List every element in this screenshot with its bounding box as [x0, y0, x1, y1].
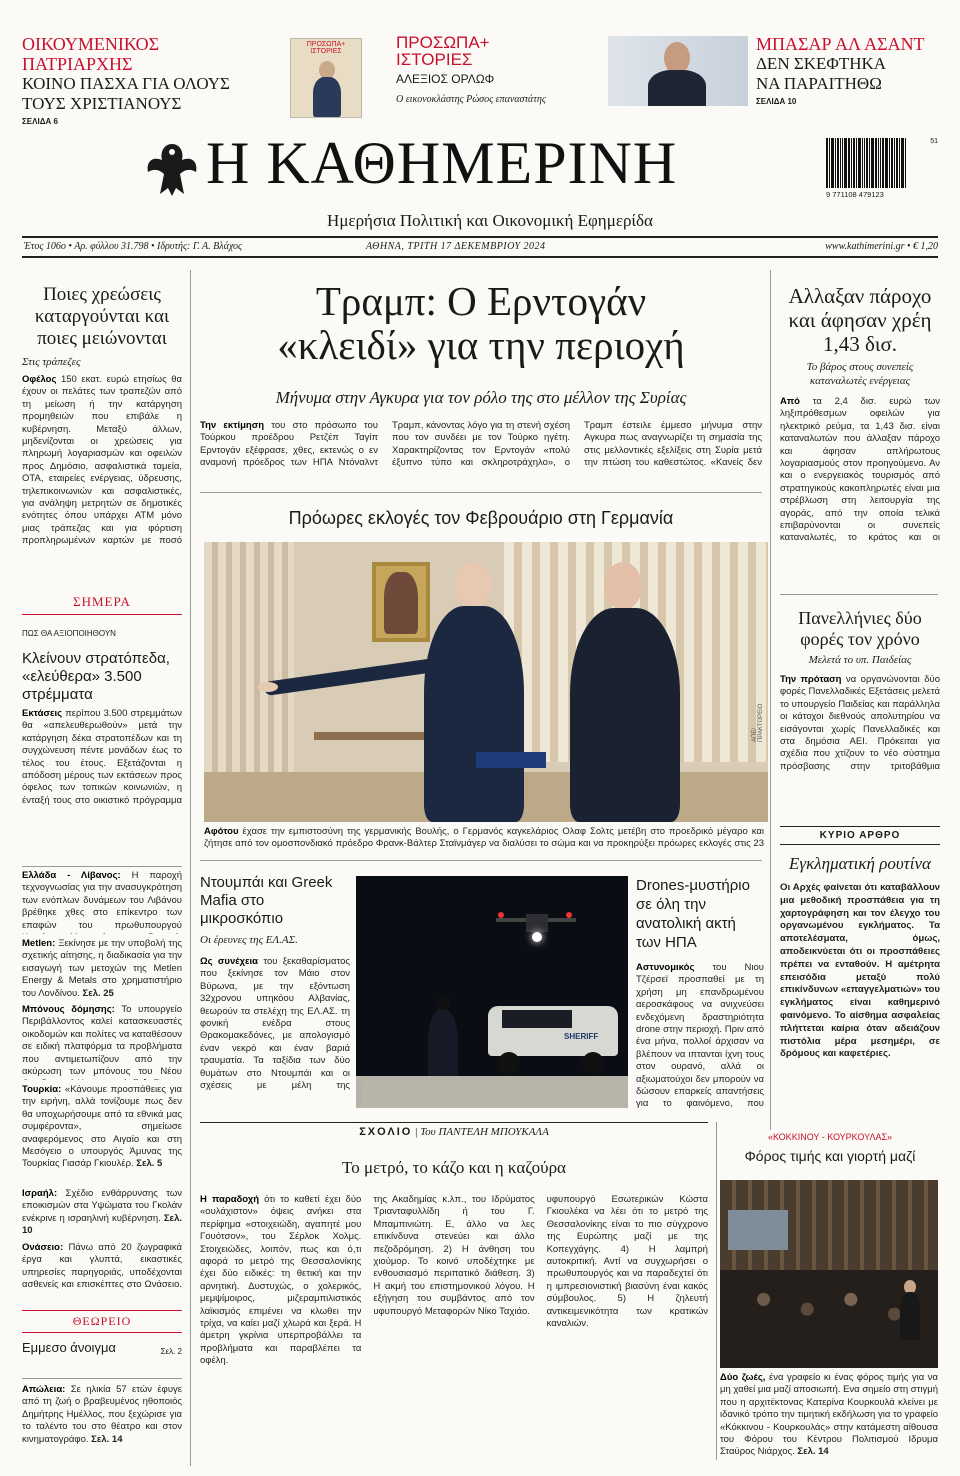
- teaser-center-thumb[interactable]: [290, 38, 362, 118]
- today-section: [22, 594, 182, 638]
- right-story-1-kicker: Το βάρος στους συνεπείς καταναλωτές ενέργειας: [806, 361, 914, 387]
- editorial-label: ΚΥΡΙΟ ΑΡΘΡΟ: [780, 826, 940, 845]
- left-story-2[interactable]: [22, 650, 182, 808]
- person-right-icon: [564, 562, 684, 822]
- right-story-2[interactable]: [780, 608, 940, 772]
- teaser-right-photo[interactable]: [608, 36, 748, 106]
- main-headline-line2: «κλειδί» για την περιοχή: [277, 322, 685, 368]
- portrait-figure-icon: [313, 61, 341, 117]
- teaser-left[interactable]: [22, 34, 262, 126]
- tribute-title: Φόρος τιμής και γιορτή μαζί: [744, 1148, 916, 1164]
- sheriff-label: SHERIFF: [564, 1032, 599, 1041]
- eagle-logo-icon: [142, 138, 202, 200]
- left-story-1-kicker: Στις τράπεζες: [22, 356, 81, 368]
- editorial-body: Οι Αρχές φαίνεται ότι καταβάλλουν μια μεθοδική προσπάθεια για τη χαρτογράφηση και τον έλεγχο του οργανωμένου εγκλήματος. Τα αποτελέσματα, όμως, αποδεικνύεται ότι οι προσπάθειες πρέπει να ενταθούν. Η αμέτρητα επεισόδια μεταξύ πολύ επικίνδυνων «επαγγελματιών» του εγκλήματος είναι καθημερινό φαινόμενο. Το αίσθημα ασφαλείας πλήττεται καίρια όταν αδειάζουν πιστόλια μέρα μεσημέρι, σε δρόμους και καφετέριες.: [780, 882, 940, 1060]
- editorial-title: Εγκληματική ρουτίνα: [789, 854, 931, 873]
- today-sub: ΠΩΣ ΘΑ ΑΞΙΟΠΟΙΗΘΟΥΝ: [22, 629, 116, 638]
- screen-icon: [728, 1210, 788, 1250]
- right-story-2-headline: Πανελλήνιες δύο φορές τον χρόνο: [798, 608, 922, 649]
- tribute-label: «ΚΟΚΚΙΝΟΥ - ΚΟΥΡΚΟΥΛΑΣ»: [767, 1132, 893, 1142]
- right-story-2-body: να οργανώνονται δύο φορές Πανελλαδικές Εξετάσεις μελετά το υπουργείο Παιδείας και παράλληλα οι κάτοχοι διεθνούς απολυτηρίου να εισάγονται χωρίς Πανελλαδικές και στα δημόσια ΑΕΙ. Πρόκειται για σχέδια που χτίζουν το νέο σύστημα πρόσβασης στην τριτοβάθμια: [780, 674, 940, 772]
- main-deck: Μήνυμα στην Αγκυρα για τον ρόλο της στο μέλλον της Συρίας: [275, 388, 687, 407]
- masthead-title: Η ΚΑΘΗΜΕΡΙΝΗ: [206, 130, 678, 196]
- teaser-center-sub: Ο εικονοκλάστης Ρώσος επαναστάτης: [396, 94, 546, 105]
- germany-photo-credit: ΑΠΕ/ΠΡΑΚΤΟΡΕΙΟ: [752, 703, 764, 742]
- right-story-1-body: τα 2,4 δισ. ευρώ των ληξιπρόθεσμων οφειλών για ηλεκτρικό ρεύμα, τα 1,43 δισ. είναι καταναλωτών που άλλαξαν πάροχο και άφησαν απλήρωτους λογαριασμούς στον προηγούμενο. Αν και ο ενεργειακός τουρισμός από στρατηγικούς κακοπληρωτές είναι μια στρέβλωση στη λειτουργία της αγοράς, από την οποία τελικά επιβαρύνονται οι συνεπείς καταναλωτές, το κράτος και οι: [780, 396, 940, 544]
- teaser-center[interactable]: [396, 34, 586, 107]
- infobar-left: Έτος 106ο • Αρ. φύλλου 31.798 • Ιδρυτής: Γ. Α. Βλάχος: [24, 241, 243, 252]
- drones-body: του Νιου Τζέρσεϊ προσπαθεί με τη χρήση μη επανδρωμένου αεροσκάφους να ανιχνεύσει ενδεχόμενη δραστηριότητα drone στην περιοχή. Πριν από ένα μήνα, πολλοί άρχισαν να βλέπουν να ιπτανται ίχνη τους στον ουρανό, αλλά οι αξιωματούχοι δεν μπορούν να δώσουν επαρκείς απαντήσεις για το φαινόμενο, που: [636, 962, 764, 1110]
- germany-page: [266, 851, 292, 852]
- sheriff-car-icon: [478, 996, 628, 1076]
- left-story-1-lead: Οφέλος: [22, 374, 57, 385]
- comment-col-1: Η παραδοχή ότι το καθετί έχει δύο «ουλάχιστον» όψεις ανήκει στα περίφημα «στοιχειώδη, αγαπητέ μου Γουότσον», του Σέρλοκ Χολμς. Στοιχειώδες, λοιπόν, πως και ό,τι αφορά το μετρό της Θεσσαλονίκης έχει δύο ειδικές: τη θετική και την αρνητική. Δυστυχώς, ο χολερικός, μεμψίμοιρος, μιζεραμπιλιστικός λαϊκισμός επιμένει να κλωθει την τρίχα, να καίει μαζί χλωρά και ξερά. Η άμετρη γκρίνια υπερπροβάλλει τα προβλήματα και παραβλέπει τα οφέλη.: [200, 1194, 362, 1367]
- left-story-2-body: περίπου 3.500 στρεμμάτων θα «απελευθερωθούν» μετά την κατάργηση δέκα στρατοπέδων και τη συγχώνευση πέντε μονάδων έως το τέλος του έτους. Εξετάζονται η απόδοση μέρους των εκτάσεων προς όφελος των τοπικών κοινωνιών, η ένταξή τους στο οικιστικό πρόγραμμα: [22, 708, 182, 806]
- teaser-right[interactable]: [756, 34, 946, 106]
- infobar-center: ΑΘΗΝΑ, ΤΡΙΤΗ 17 ΔΕΚΕΜΒΡΙΟΥ 2024: [366, 241, 546, 252]
- teaser-right-line3: ΝΑ ΠΑΡΑΙΤΗΘΩ: [756, 74, 882, 93]
- right-story-1-headline: Αλλαξαν πάροχο και άφησαν χρέη 1,43 δισ.: [788, 284, 932, 356]
- tribute-story[interactable]: [720, 1132, 940, 1164]
- left-story-1-headline: Ποιες χρεώσεις καταργούνται και ποιες μειώνονται: [34, 284, 170, 349]
- barcode-top: 51: [930, 138, 938, 145]
- drone-icon: [496, 904, 576, 944]
- right-story-2-kicker: Μελετά το υπ. Παιδείας: [808, 654, 912, 666]
- teaser-right-line1: ΜΠΑΣΑΡ ΑΛ ΑΣΑΝΤ: [756, 34, 925, 54]
- folder-icon: [476, 752, 546, 768]
- brief-item[interactable]: Μπόνους δόμησης: Το υπουργείο Περιβάλλοντος καλεί κατασκευαστές οικοδομών και πολίτες να καταθέσουν σε ειδική πλατφόρμα τα προβλήματα που αντιμετωπίζουν από την ακύρωση των μπόνους του Νέου: [22, 1004, 182, 1078]
- masthead-subtitle: Ημερήσια Πολιτική και Οικονομική Εφημερίδα: [327, 211, 653, 230]
- brief-item[interactable]: Τουρκία: «Κάνουμε προσπάθειες για την ειρήνη, αλλά τονίζουμε πως δεν θα υποχωρήσουμε από τα εθνικά μας συμφέροντα», σημείωσε αναφερόμενος στο Αιγαίο και στη Μεσόγειο ο υπουργός Άμυνας της Τουρκίας Γιασάρ Γκιουλέρ. Σελ. 5: [22, 1084, 182, 1170]
- comment-col-3: υφυπουργό Εσωτερικών Κώστα Γκιουλέκα να λέει ότι το μετρό της Θεσσαλονίκης είναι το πιο σύγχρονο της Ευρώπης μαζί με της Κοπεγχάγης. 4) Η λαμπρή αυτοκριτική. Αντί να συγχωρήσει ο πρωθυπουργός και να παραδεχτεί ότι η ιμπρεσιονιστική βιασύνη έναι κακός σύμβουλος. 5) Η ζηλευτή αντικειμενικότητα των κρατικών καναλιών.: [546, 1194, 708, 1330]
- dubai-kicker: Οι έρευνες της ΕΛ.ΑΣ.: [200, 934, 298, 946]
- theater-section[interactable]: [22, 1310, 182, 1357]
- drones-story[interactable]: [636, 876, 764, 1110]
- brief-item[interactable]: Απώλεια: Σε ηλικία 57 ετών έφυγε από τη ζωή ο βραβευμένος ηθοποιός Δημήτρης Ημέλλος, που ξεχώρισε για το ταλέντο του στο θέατρο και στον κινηματογράφο. Σελ. 14: [22, 1384, 182, 1445]
- comment-title[interactable]: Το μετρό, το κάζο και η καζούρα: [342, 1158, 566, 1177]
- teaser-right-line2: ΔΕΝ ΣΚΕΦΤΗΚΑ: [756, 54, 887, 73]
- comment-label: ΣΧΟΛΙΟ: [359, 1126, 413, 1138]
- main-lead: Την εκτίμηση: [200, 420, 265, 431]
- teaser-left-line1: ΟΙΚΟΥΜΕΝΙΚΟΣ ΠΑΤΡΙΑΡΧΗΣ: [22, 34, 160, 74]
- officer-icon: [428, 996, 458, 1086]
- dubai-body: του ξεκαθαρίσματος που ξεκίνησε τον Μάιο στον Βύρωνα, με την εξόντωση 32χρονου υπηκόου Αλβανίας, θεωρούν τα στελέχη της ΕΛ.ΑΣ. τη φονική ενέδρα στους Θρακομακεδόνες, με απολογισμό έναν νεκρό και έναν βαριά τραυματία. Τα ταξίδια των δύο θυμάτων στο Ντουμπάι και οι σχέσεις με μέλη της: [200, 956, 350, 1092]
- comment-col-2: της Ακαδημίας κ.λπ., του Ιδρύματος Τριανταφυλλίδη ή του Γ. Μπαμπινιώτη. Ε, άλλο να λες επικίνδυνα στενεύει και άλλο πεζοδρόμηση. 2) Η άνθηση του χιούμορ. Το κοινό υποδέχτηκε με ενθουσιασμό περιπατικό διάθεση. 3) Η ακμή του επιστημονικού λόγου. Η εξήγηση του συμβάντος από τον υφυπουργό Μεταφορών Νίκο Ταχιάο.: [373, 1194, 535, 1317]
- comment-label-row: ΣΧΟΛΙΟ | Του ΠΑΝΤΕΛΗ ΜΠΟΥΚΑΛΑ: [359, 1126, 549, 1138]
- brief-item[interactable]: Ισραήλ: Σχέδιο ενθάρρυνσης των εποικισμών στα Υψώματα του Γκολάν ενέκρινε η ισραηλινή κυβέρνηση. Σελ. 10: [22, 1188, 182, 1237]
- comment-lead: Η παραδοχή: [200, 1194, 260, 1205]
- tribute-body: ένα γραφείο κι ένας φόρος τιμής για να μη χαθεί μια μαζί αποσιωπή. Ενα σημείο στη στιγμή που η αρχιτέκτονας Κατερίνα Κουρκουλά κλείνει με ιδανικό τρόπο την τιμητική εκδήλωση για το γραφείο «Κόκκινου - Κουρκουλάς» στην κατάμεστη αίθουσα του Φόρου του Κέντρου Πολιτισμού Ιδρυμα Σταύρος Νιάρχος.: [720, 1372, 938, 1458]
- drones-lead: Αστυνομικός: [636, 962, 695, 973]
- teaser-left-line3: ΤΟΥΣ ΧΡΙΣΤΙΑΝΟΥΣ: [22, 94, 182, 113]
- theater-page: Σελ. 2: [160, 1347, 182, 1356]
- drones-photo[interactable]: [356, 876, 628, 1108]
- theater-label: ΘΕΩΡΕΙΟ: [22, 1310, 182, 1333]
- dubai-story[interactable]: [200, 874, 350, 1092]
- teaser-center-name: ΑΛΕΞΙΟΣ ΟΡΛΩΦ: [396, 72, 495, 86]
- left-story-1-body: 150 εκατ. ευρώ ετησίως θα έχουν οι πελάτες των τραπεζών από τη μείωση ή την κατάργηση προμηθειών που επιβάλε η κυβέρνηση. Μεταξύ άλλων, μηδενίζονται οι χρεώσεις για πληρωμή λογαριασμών και οφειλών προς Δημόσιο, ασφαλιστικά ταμεία, ΟΤΑ, εταιρείες ενέργειας, ύδρευσης, τηλεπικοινωνιών και ασφαλιστικές, για ανάληψη μετρητών σε δημοτικές ενότητες όπου υπάρχει ATM μόνο μιας τράπεζας και για φόρτιση προπληρωμένων καρτών με ποσό: [22, 374, 182, 546]
- main-headline[interactable]: [200, 280, 762, 368]
- brief-item[interactable]: Ελλάδα - Λίβανος: Η παροχή τεχνογνωσίας για την ανασυγκρότηση των ενόπλων δυνάμεων του Λιβάνου βρέθηκε χθες στο επίκεντρο των επαφών του πρωθυπουργού: [22, 870, 182, 931]
- left-story-2-lead: Εκτάσεις: [22, 708, 63, 719]
- germany-lead: Αφότου: [204, 826, 239, 837]
- teaser-right-page: ΣΕΛΙΔΑ 10: [756, 97, 797, 106]
- person-left-icon: [424, 562, 524, 822]
- barcode: [826, 138, 938, 200]
- germany-caption: έχασε την εμπιστοσύνη της γερμανικής Βουλής, ο Γερμανός καγκελάριος Ολαφ Σολτς μετέβη στο προεδρικό μέγαρο και ζήτησε από τον ομοσπονδιακό πρόεδρο Φρανκ-Βάλτερ Σταϊνμάγερ να διαλύσει το σώμα και να προκηρύξει πρόωρες εκλογές στις 23: [204, 826, 764, 850]
- drones-photo-credit: ΑΠ/ΑΠΕ: [358, 1081, 364, 1104]
- teaser-center-line2: ΙΣΤΟΡΙΕΣ: [396, 50, 473, 69]
- germany-headline[interactable]: Πρόωρες εκλογές τον Φεβρουάριο στη Γερμανία: [288, 508, 674, 528]
- right-story-2-lead: Την πρόταση: [780, 674, 842, 685]
- brief-item[interactable]: Metlen: Ξεκίνησε με την υποβολή της σχετικής αίτησης, η διαδικασία για την εισαγωγή των μετοχών της Metlen Energy & Metals στο χρηματιστήριο του Λονδίνου. Σελ. 25: [22, 938, 182, 999]
- speaker-icon: [900, 1280, 920, 1340]
- right-story-1[interactable]: [780, 284, 940, 544]
- teaser-center-line1: ΠΡΟΣΩΠΑ+: [396, 33, 490, 52]
- today-label: ΣΗΜΕΡΑ: [22, 594, 182, 615]
- dubai-lead: Ως συνέχεια: [200, 956, 258, 967]
- teaser-left-page: ΣΕΛΙΔΑ 6: [22, 117, 58, 126]
- teaser-center-thumb-label: ΠΡΟΣΩΠΑ+ ΙΣΤΟΡΙΕΣ: [306, 41, 346, 55]
- barcode-number: 9 771108 479123: [826, 190, 884, 199]
- infobar-right: www.kathimerini.gr • € 1,20: [825, 241, 938, 252]
- painting-icon: [372, 562, 430, 642]
- right-story-1-lead: Από: [780, 396, 800, 407]
- brief-list: [22, 870, 182, 1292]
- tribute-lead: Δύο ζωές,: [720, 1372, 766, 1383]
- main-headline-line1: Τραμπ: Ο Ερντογάν: [315, 278, 647, 324]
- theater-title: Εμμεσο άνοιγμα: [22, 1340, 116, 1355]
- main-body: του στο πρόσωπο του Τούρκου προέδρου Ρετζέπ Ταγίπ Ερντογάν εξέφρασε, χθες, εκτενώς ο εν αναμονή πρόεδρος των ΗΠΑ Ντόναλντ Τραμπ, κάνοντας λόγο για τη στενή σχέση που τον συνδέει με τον Τούρκο ηγέτη. Χαρακτηρίζοντας τον Ερντογάν «πολύ έξυπνο τύπο και σκληροτράχηλο», ο Τραμπ έστειλε έμμεσο μήνυμα στην Αγκυρα πως αναγνωρίζει τη σημασία της στις μελλοντικές εξελίξεις στη Συρία μετά την πτώση του καθεστώτος. «Κανείς δεν: [200, 420, 762, 469]
- teaser-left-line2: ΚΟΙΝΟ ΠΑΣΧΑ ΓΙΑ ΟΛΟΥΣ: [22, 74, 230, 93]
- dubai-headline: Ντουμπάι και Greek Mafia στο μικροσκόπιο: [200, 874, 333, 927]
- tribute-page: Σελ. 14: [797, 1446, 829, 1458]
- tribute-photo[interactable]: [720, 1180, 938, 1368]
- editorial[interactable]: [780, 826, 940, 1094]
- comment-author: Του ΠΑΝΤΕΛΗ ΜΠΟΥΚΑΛΑ: [420, 1126, 549, 1138]
- barcode-icon: [826, 138, 926, 188]
- left-story-2-headline: Κλείνουν στρατόπεδα, «ελεύθερα» 3.500 στρέμματα: [22, 650, 170, 703]
- drones-headline: Drones-μυστήριο σε όλη την ανατολική ακτή των ΗΠΑ: [636, 877, 750, 951]
- brief-item[interactable]: Ονάσειο: Πάνω από 20 ζωγραφικά έργα και γλυπτά, εικαστικές υπηρεσίες παρηγοριάς, υποδέχονται ασθενείς και επισκέπτες στο Ωνάσειο.: [22, 1242, 182, 1291]
- germany-photo[interactable]: [204, 542, 768, 822]
- left-story-1[interactable]: [22, 284, 182, 546]
